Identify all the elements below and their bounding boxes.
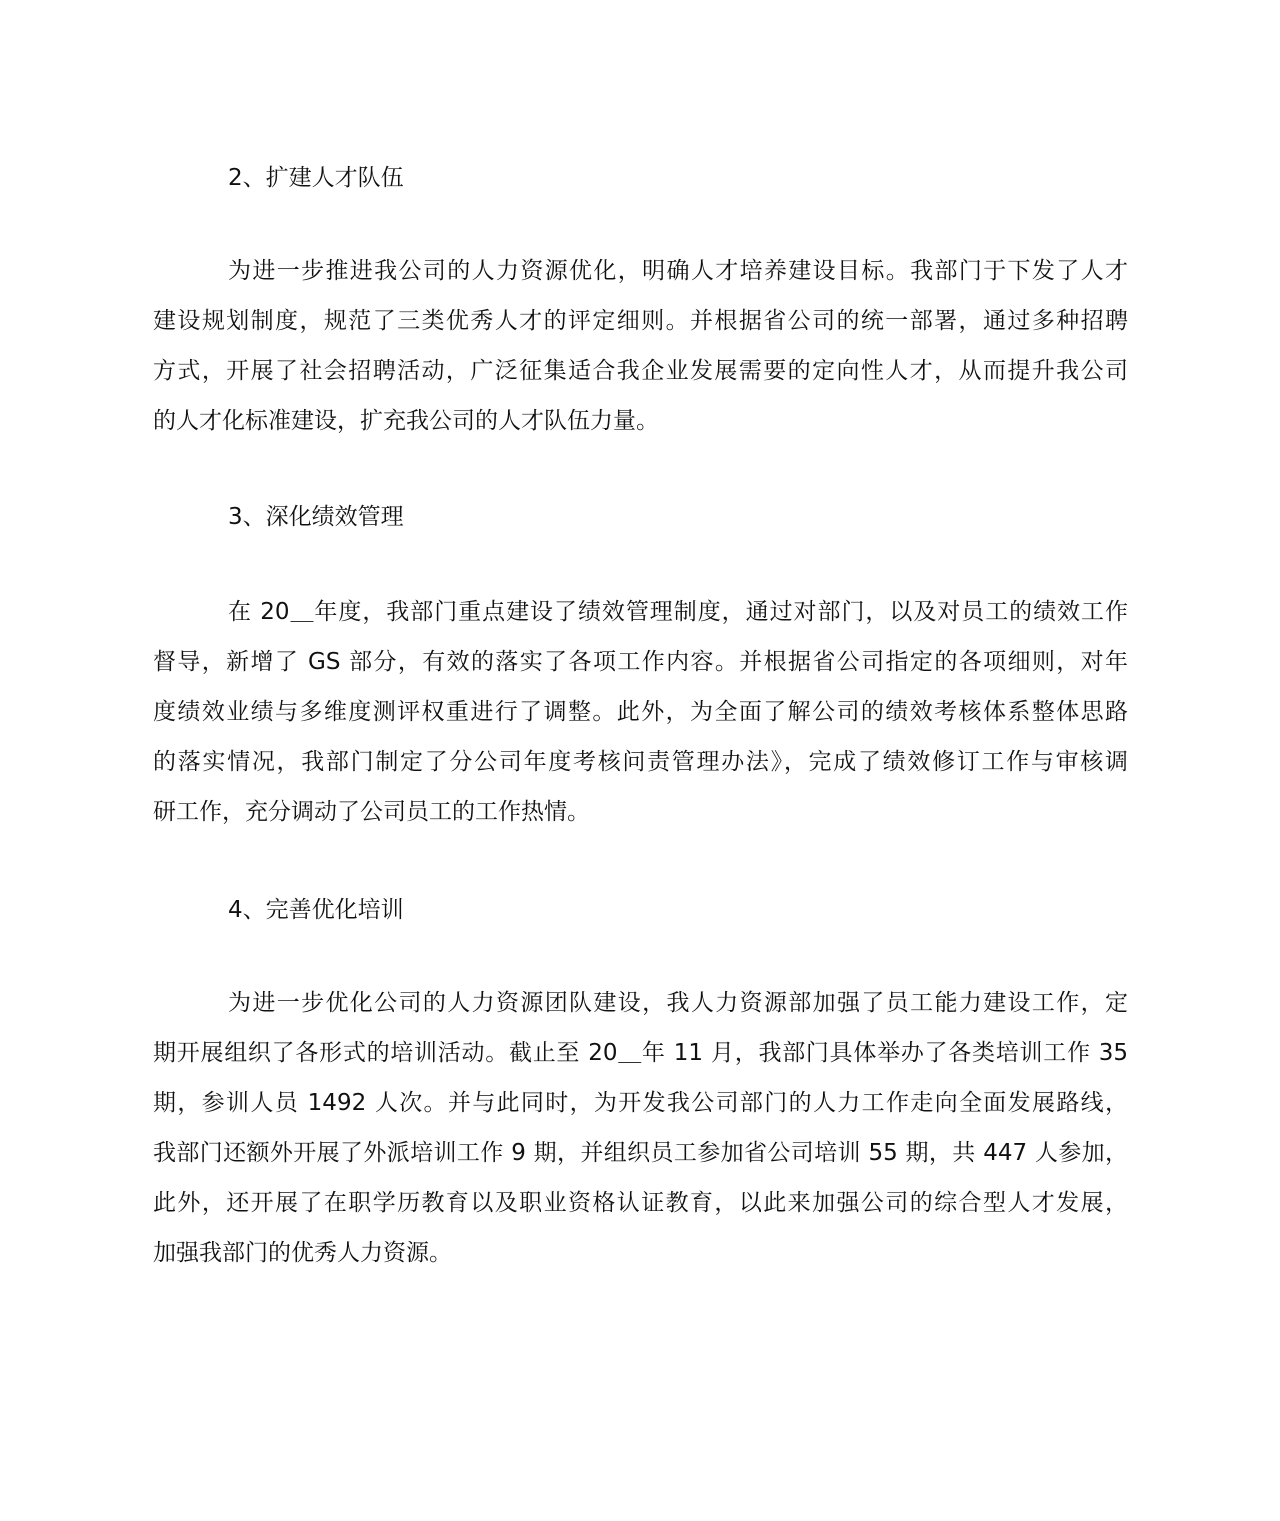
text-line: 期，参训人员 1492 人次。并与此同时，为开发我公司部门的人力工作走向全面发展路线，	[153, 1090, 1128, 1116]
text-line: 期开展组织了各形式的培训活动。截止至 20＿年 11 月，我部门具体举办了各类培训工作 35	[153, 1040, 1128, 1066]
text-line: 为进一步优化公司的人力资源团队建设，我人力资源部加强了员工能力建设工作，定	[228, 990, 1128, 1016]
text-line: 度绩效业绩与多维度测评权重进行了调整。此外，为全面了解公司的绩效考核体系整体思路	[153, 699, 1128, 725]
heading-expand-talent: 2、扩建人才队伍	[228, 165, 404, 191]
text-line: 督导，新增了 GS 部分，有效的落实了各项工作内容。并根据省公司指定的各项细则，对年	[153, 649, 1128, 675]
text-line: 方式，开展了社会招聘活动，广泛征集适合我企业发展需要的定向性人才，从而提升我公司	[153, 358, 1128, 384]
text-line: 的落实情况，我部门制定了分公司年度考核问责管理办法》，完成了绩效修订工作与审核调	[153, 749, 1128, 775]
heading-performance-management: 3、深化绩效管理	[228, 504, 404, 530]
text-line: 为进一步推进我公司的人力资源优化，明确人才培养建设目标。我部门于下发了人才	[228, 258, 1128, 284]
text-line: 我部门还额外开展了外派培训工作 9 期，并组织员工参加省公司培训 55 期，共 447 人参加，	[153, 1140, 1128, 1166]
text-line: 研工作，充分调动了公司员工的工作热情。	[153, 799, 590, 825]
paragraph-performance-management	[153, 587, 1128, 837]
text-line: 加强我部门的优秀人力资源。	[153, 1240, 452, 1266]
text-line: 此外，还开展了在职学历教育以及职业资格认证教育，以此来加强公司的综合型人才发展，	[153, 1190, 1128, 1216]
text-line: 在 20＿年度，我部门重点建设了绩效管理制度，通过对部门，以及对员工的绩效工作	[228, 599, 1128, 625]
paragraph-training	[153, 978, 1128, 1278]
paragraph-expand-talent	[153, 246, 1128, 446]
text-line: 建设规划制度，规范了三类优秀人才的评定细则。并根据省公司的统一部署，通过多种招聘	[153, 308, 1128, 334]
text-line: 的人才化标准建设，扩充我公司的人才队伍力量。	[153, 408, 659, 434]
heading-training: 4、完善优化培训	[228, 897, 404, 923]
